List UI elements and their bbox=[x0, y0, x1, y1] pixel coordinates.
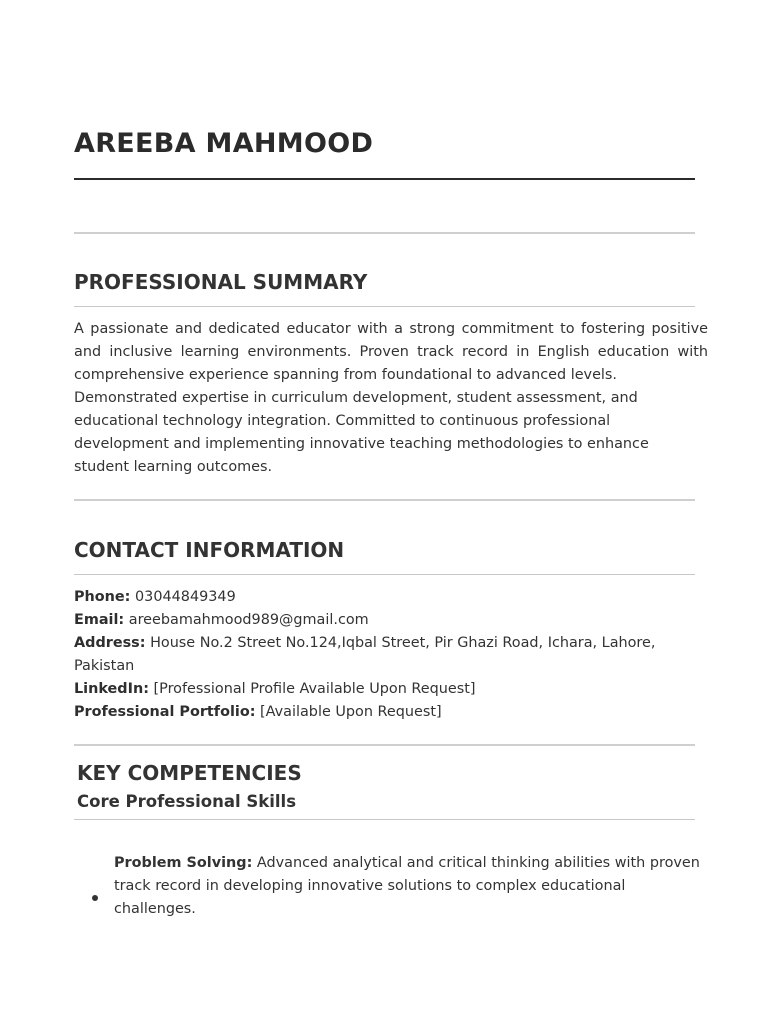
contact-address bbox=[74, 632, 674, 678]
contact-email bbox=[74, 609, 674, 632]
candidate-name: AREEBA MAHMOOD bbox=[74, 128, 374, 159]
divider bbox=[74, 744, 695, 746]
address-value: House No.2 Street No.124,Iqbal Street, Pir Ghazi Road, Ichara, Lahore, Pakistan bbox=[74, 635, 656, 674]
section-title-competencies: KEY COMPETENCIES bbox=[77, 761, 302, 785]
divider bbox=[74, 499, 695, 501]
summary-paragraph: Demonstrated expertise in curriculum development, student assessment, and educational technology integration. Committed to continuous professional development and implementing innovative teaching methodologies to enhance student learning outcomes. bbox=[74, 390, 649, 475]
section-rule bbox=[74, 819, 695, 820]
summary-paragraph: A passionate and dedicated educator with a strong commitment to fostering positive and inclusive learning environments. Proven track record in English education with comprehensive experience spanning from foundational to advanced levels. bbox=[74, 321, 708, 383]
contact-linkedin bbox=[74, 678, 674, 701]
competencies-subtitle: Core Professional Skills bbox=[77, 792, 297, 811]
address-label: Address: bbox=[74, 635, 146, 651]
summary-text bbox=[74, 318, 708, 479]
list-item bbox=[114, 852, 708, 921]
section-title-summary: PROFESSIONAL SUMMARY bbox=[74, 270, 368, 294]
name-underline bbox=[74, 178, 695, 180]
phone-label: Phone: bbox=[74, 589, 131, 605]
contact-portfolio bbox=[74, 701, 674, 724]
portfolio-value: [Available Upon Request] bbox=[260, 704, 442, 720]
email-label: Email: bbox=[74, 612, 125, 628]
email-value[interactable]: areebamahmood989@gmail.com bbox=[128, 612, 369, 628]
section-rule bbox=[74, 306, 695, 307]
bullet-icon bbox=[92, 895, 98, 901]
skill-label: Problem Solving: bbox=[114, 855, 253, 871]
section-rule bbox=[74, 574, 695, 575]
contact-block bbox=[74, 586, 674, 724]
skill-text: Advanced analytical and critical thinking abilities with proven track record in developing innovative solutions to complex educational challenges. bbox=[114, 855, 700, 917]
section-title-contact: CONTACT INFORMATION bbox=[74, 538, 345, 562]
contact-phone bbox=[74, 586, 674, 609]
linkedin-label: LinkedIn: bbox=[74, 681, 149, 697]
portfolio-label: Professional Portfolio: bbox=[74, 704, 256, 720]
divider bbox=[74, 232, 695, 234]
linkedin-value: [Professional Profile Available Upon Request] bbox=[153, 681, 476, 697]
phone-value[interactable]: 03044849349 bbox=[135, 589, 236, 605]
